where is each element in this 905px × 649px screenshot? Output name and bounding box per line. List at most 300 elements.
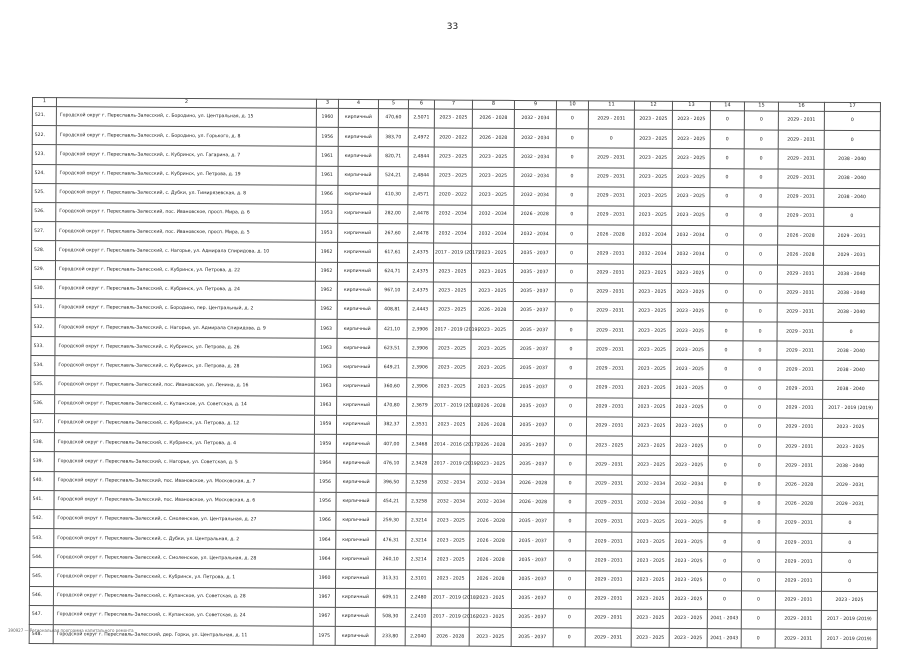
table-cell: 2029 - 2031 [776, 456, 822, 475]
table-cell: 0 [710, 187, 744, 206]
table-cell: 1960 [316, 108, 338, 127]
table-cell: 2023 - 2025 [634, 187, 672, 206]
table-cell: 2032 - 2034 [432, 493, 470, 512]
table-cell: 2,4478 [408, 205, 434, 224]
address-cell: Городской округ г. Переславль-Залесский, с. Кубринск, ул. Петрова, д. 22 [55, 260, 315, 281]
address-cell: Городской округ г. Переславль-Залесский, с. Купанское, ул. Советская, д. 24 [53, 606, 313, 627]
table-cell: 2023 - 2025 [633, 379, 671, 398]
table-cell: 0 [824, 111, 880, 131]
table-cell: 2023 - 2025 [631, 590, 669, 609]
table-cell: 2,5071 [408, 109, 434, 128]
table-cell: 2035 - 2037 [511, 608, 553, 627]
table-cell: 0 [742, 495, 776, 514]
table-cell: 0 [554, 513, 586, 532]
table-cell: 2023 - 2025 [634, 206, 672, 225]
table-cell: 2023 - 2025 [633, 321, 671, 340]
table-cell: 2023 - 2025 [433, 358, 471, 377]
table-cell: 624,71 [377, 262, 407, 281]
table-cell: 259,30 [376, 512, 406, 531]
table-cell: 2023 - 2025 [671, 398, 709, 417]
table-cell: 2026 - 2028 [470, 550, 512, 569]
address-cell: Городской округ г. Переславль-Залесский, с. Бородино, ул. Центральная, д. 15 [56, 107, 316, 128]
table-cell: 2032 - 2034 [472, 224, 514, 243]
table-cell: 2029 - 2031 [775, 629, 821, 648]
table-cell: 1963 [315, 358, 337, 377]
table-cell: кирпичный [335, 607, 375, 626]
table-cell: 2023 - 2025 [469, 627, 511, 646]
table-cell: 532. [31, 318, 55, 337]
header-cell: 9 [514, 100, 556, 109]
table-cell: 2032 - 2034 [472, 205, 514, 224]
table-cell: 1959 [314, 434, 336, 453]
table-cell: 2023 - 2025 [469, 608, 511, 627]
table-cell: 396,50 [376, 473, 406, 492]
table-cell: 525. [32, 183, 56, 202]
table-cell: 2023 - 2025 [469, 589, 511, 608]
table-cell: 2023 - 2025 [669, 571, 707, 590]
header-cell: 15 [744, 102, 778, 111]
table-cell: 2,4375 [407, 262, 433, 281]
table-cell: 407,00 [376, 435, 406, 454]
table-cell: 2023 - 2025 [433, 378, 471, 397]
address-cell: Городской округ г. Переславль-Залесский, с. Смоленское, ул. Центральная, д. 27 [54, 510, 314, 531]
table-cell: 2029 - 2031 [586, 417, 632, 436]
table-cell: 2029 - 2031 [586, 532, 632, 551]
table-cell: 2023 - 2025 [822, 438, 878, 458]
table-cell: 1963 [315, 338, 337, 357]
table-cell: 2023 - 2025 [634, 129, 672, 148]
table-cell: 2032 - 2034 [672, 226, 710, 245]
table-cell: 454,21 [376, 492, 406, 511]
table-cell: 2029 - 2031 [777, 265, 823, 284]
table-cell: 2038 - 2040 [824, 169, 880, 189]
table-cell: 1963 [315, 396, 337, 415]
table-cell: 2023 - 2025 [672, 149, 710, 168]
table-cell: 0 [707, 590, 741, 609]
table-cell: 2035 - 2037 [513, 301, 555, 320]
table-cell: 0 [556, 225, 588, 244]
table-cell: 2029 - 2031 [822, 495, 878, 515]
table-cell: 541. [30, 490, 54, 509]
table-cell: 0 [821, 572, 877, 592]
table-cell: 2023 - 2025 [632, 551, 670, 570]
table-cell: 0 [744, 226, 778, 245]
table-cell: 0 [554, 570, 586, 589]
table-cell: 1956 [314, 473, 336, 492]
address-cell: Городской округ г. Переславль-Залесский, пос. Ивановское, просп. Мира, д. 6 [56, 203, 316, 224]
footer-note: 390927 — Региональная программа капитального ремонта [8, 628, 134, 633]
table-cell: 2023 - 2025 [631, 609, 669, 628]
table-cell: 540. [30, 471, 54, 490]
table-cell: 543. [30, 529, 54, 548]
table-cell: 2023 - 2025 [471, 339, 513, 358]
table-cell: 0 [555, 263, 587, 282]
table-cell: 0 [709, 398, 743, 417]
table-cell: 2029 - 2031 [777, 303, 823, 322]
table-cell: 0 [743, 264, 777, 283]
header-cell: 1 [32, 98, 56, 107]
table-cell: 2032 - 2034 [470, 493, 512, 512]
table-cell: 2035 - 2037 [513, 282, 555, 301]
table-cell: 2026 - 2028 [514, 205, 556, 224]
address-cell: Городской округ г. Переславль-Залесский, с. Купанское, ул. Советская, д. 28 [53, 586, 313, 607]
table-cell: 383,70 [378, 128, 408, 147]
capital-repair-table [29, 97, 881, 649]
table-cell: 0 [742, 437, 776, 456]
table-cell: кирпичный [336, 473, 376, 492]
table-cell: 2023 - 2025 [470, 455, 512, 474]
table-cell: 2029 - 2031 [776, 418, 822, 437]
table-cell: 2014 - 2016 (2017) [432, 435, 470, 454]
table-cell: 2,3258 [406, 493, 432, 512]
table-cell: 0 [553, 589, 585, 608]
table-cell: 2023 - 2025 [670, 437, 708, 456]
table-cell: 2029 - 2031 [776, 552, 822, 571]
table-cell: 2026 - 2028 [512, 474, 554, 493]
table-cell: 2035 - 2037 [513, 378, 555, 397]
table-cell: 2029 - 2031 [585, 590, 631, 609]
table-cell: 2029 - 2031 [823, 246, 879, 266]
table-cell: 0 [744, 149, 778, 168]
table-cell: 2023 - 2025 [433, 262, 471, 281]
table-cell: 2026 - 2028 [470, 531, 512, 550]
table-cell: кирпичный [336, 492, 376, 511]
table-cell: 0 [709, 264, 743, 283]
table-cell: 2023 - 2025 [632, 436, 670, 455]
table-cell: 2029 - 2031 [588, 110, 634, 129]
table-cell: 0 [710, 168, 744, 187]
table-cell: 2038 - 2040 [823, 265, 879, 285]
table-cell: 260,10 [376, 550, 406, 569]
table-cell: 2023 - 2025 [472, 167, 514, 186]
table-cell: 524. [32, 164, 56, 183]
table-cell: 0 [554, 493, 586, 512]
table-cell: 2041 - 2043 [707, 610, 741, 629]
table-cell: 2,3214 [406, 531, 432, 550]
table-cell: 0 [556, 186, 588, 205]
table-cell: 0 [741, 629, 775, 648]
table-cell: 2023 - 2025 [432, 512, 470, 531]
table-cell: 2023 - 2025 [672, 168, 710, 187]
table-cell: 2029 - 2031 [778, 111, 824, 130]
header-cell: 3 [316, 99, 338, 108]
table-cell: 2023 - 2025 [822, 418, 878, 438]
address-cell: Городской округ г. Переславль-Залесский, дер. Горки, ул. Центральная, д. 11 [53, 625, 313, 646]
table-cell: 533. [31, 337, 55, 356]
table-cell: 2023 - 2025 [586, 436, 632, 455]
table-cell: 2029 - 2031 [776, 514, 822, 533]
table-cell: 0 [743, 341, 777, 360]
table-cell: 2023 - 2025 [821, 591, 877, 611]
table-cell: 2029 - 2031 [778, 130, 824, 149]
table-cell: 522. [32, 126, 56, 145]
table-cell: 0 [555, 359, 587, 378]
table-cell: 2032 - 2034 [514, 109, 556, 128]
table-cell: 2023 - 2025 [632, 456, 670, 475]
table-cell: кирпичный [337, 243, 377, 262]
table-cell: 2029 - 2031 [587, 379, 633, 398]
table-cell: 0 [553, 609, 585, 628]
address-cell: Городской округ г. Переславль-Залесский, с. Кубринск, ул. Петрова, д. 28 [55, 356, 315, 377]
table-cell: 0 [555, 302, 587, 321]
address-cell: Городской округ г. Переславль-Залесский, с. Дубки, ул. Центральная, д. 2 [54, 529, 314, 550]
table-cell: 0 [709, 322, 743, 341]
table-cell: 0 [556, 206, 588, 225]
table-cell: 534. [31, 356, 55, 375]
table-cell: 0 [742, 475, 776, 494]
table-cell: 2035 - 2037 [513, 397, 555, 416]
table-cell: 0 [555, 244, 587, 263]
table-cell: кирпичный [338, 223, 378, 242]
address-cell: Городской округ г. Переславль-Залесский, с. Кубринск, ул. Петрова, д. 4 [54, 433, 314, 454]
table-cell: 2023 - 2025 [670, 533, 708, 552]
table-cell: 0 [744, 188, 778, 207]
table-cell: 542. [30, 509, 54, 528]
table-cell: 0 [555, 321, 587, 340]
table-cell: 0 [741, 571, 775, 590]
address-cell: Городской округ г. Переславль-Залесский, пос. Ивановское, ул. Ленина, д. 16 [55, 375, 315, 396]
table-cell: 537. [30, 413, 54, 432]
table-cell: 0 [744, 111, 778, 130]
table-cell: кирпичный [338, 166, 378, 185]
table-cell: 2,3906 [407, 320, 433, 339]
address-cell: Городской округ г. Переславль-Залесский, с. Бородино, пер. Центральный, д. 2 [55, 299, 315, 320]
address-cell: Городской округ г. Переславль-Залесский, пос. Ивановское, просп. Мира, д. 5 [56, 222, 316, 243]
table-cell: 2032 - 2034 [434, 205, 472, 224]
table-cell: кирпичный [337, 319, 377, 338]
table-cell: 2035 - 2037 [511, 628, 553, 647]
table-cell: 2035 - 2037 [512, 512, 554, 531]
table-cell: кирпичный [338, 128, 378, 147]
table-cell: 2023 - 2025 [471, 378, 513, 397]
table-cell: 0 [741, 610, 775, 629]
table-cell: 0 [554, 417, 586, 436]
table-cell: 2029 - 2031 [586, 513, 632, 532]
table-cell: 0 [556, 148, 588, 167]
table-cell: 2029 - 2031 [777, 341, 823, 360]
table-cell: 0 [742, 514, 776, 533]
table-cell: 527. [32, 222, 56, 241]
table-cell: 2029 - 2031 [587, 244, 633, 263]
table-cell: 526. [32, 202, 56, 221]
table-cell: 0 [744, 168, 778, 187]
table-cell: 360,60 [377, 377, 407, 396]
table-cell: 0 [743, 245, 777, 264]
address-cell: Городской округ г. Переславль-Залесский, с. Кубринск, ул. Гагарина, д. 7 [56, 145, 316, 166]
table-cell: 2038 - 2040 [823, 284, 879, 304]
table-cell: 0 [708, 552, 742, 571]
table-cell: 382,37 [376, 416, 406, 435]
table-cell: 2023 - 2025 [633, 264, 671, 283]
table-cell: 0 [741, 591, 775, 610]
table-cell: 2038 - 2040 [824, 188, 880, 208]
table-cell: 609,11 [375, 588, 405, 607]
header-cell: 6 [408, 100, 434, 109]
table-cell: 2023 - 2025 [471, 359, 513, 378]
table-cell: 2035 - 2037 [512, 416, 554, 435]
address-cell: Городской округ г. Переславль-Залесский, с. Смоленское, ул. Центральная, д. 28 [54, 548, 314, 569]
table-cell: 0 [744, 207, 778, 226]
table-cell: 233,80 [375, 627, 405, 646]
table-cell: 535. [31, 375, 55, 394]
table-cell: кирпичный [336, 530, 376, 549]
table-cell: 0 [708, 437, 742, 456]
table-cell: 531. [31, 298, 55, 317]
table-cell: 2023 - 2025 [633, 283, 671, 302]
table-cell: 0 [822, 514, 878, 534]
table-cell: 2029 - 2031 [585, 609, 631, 628]
table-cell: 2035 - 2037 [513, 321, 555, 340]
table-cell: 2017 - 2019 (2016) [431, 608, 469, 627]
address-cell: Городской округ г. Переславль-Залесский, с. Нагорье, ул. Адмирала Спиридова, д. 9 [55, 318, 315, 339]
table-cell: 2023 - 2025 [432, 569, 470, 588]
table-cell: 1964 [314, 550, 336, 569]
table-cell: кирпичный [337, 377, 377, 396]
table-cell: кирпичный [336, 511, 376, 530]
table-cell: 2029 - 2031 [777, 360, 823, 379]
table-cell: 1953 [316, 223, 338, 242]
table-cell: 2017 - 2019 (2018) [433, 397, 471, 416]
address-cell: Городской округ г. Переславль-Залесский, с. Кубринск, ул. Петрова, д. 26 [55, 337, 315, 358]
table-cell: 2023 - 2025 [671, 283, 709, 302]
address-cell: Городской округ г. Переславль-Залесский, пос. Ивановское, ул. Московская, д. 7 [54, 471, 314, 492]
table-cell: 2029 - 2031 [777, 380, 823, 399]
table-cell: 2017 - 2019 (2019) [821, 610, 877, 630]
table-cell: 2023 - 2025 [632, 571, 670, 590]
table-cell: 508,30 [375, 607, 405, 626]
table-cell: 2023 - 2025 [670, 552, 708, 571]
table-cell: 408,81 [377, 300, 407, 319]
table-cell: 0 [555, 398, 587, 417]
table-cell: 2029 - 2031 [587, 340, 633, 359]
table-cell: 545. [30, 567, 54, 586]
table-cell: 0 [708, 475, 742, 494]
table-cell: 524,21 [378, 166, 408, 185]
table-cell: 2029 - 2031 [585, 628, 631, 647]
table-cell: 0 [743, 399, 777, 418]
table-cell: кирпичный [338, 147, 378, 166]
table-cell: 0 [708, 456, 742, 475]
table-cell: 2023 - 2025 [634, 149, 672, 168]
table-cell: 2026 - 2028 [471, 397, 513, 416]
table-cell: 2026 - 2028 [776, 495, 822, 514]
table-cell: 2038 - 2040 [823, 361, 879, 381]
table-cell: 1963 [315, 319, 337, 338]
table-cell: 2035 - 2037 [513, 340, 555, 359]
table-cell: 0 [708, 533, 742, 552]
table-cell: 2035 - 2037 [513, 359, 555, 378]
table-cell: 0 [743, 379, 777, 398]
table-cell: кирпичный [336, 415, 376, 434]
table-cell: 2023 - 2025 [633, 398, 671, 417]
table-cell: 2029 - 2031 [778, 207, 824, 226]
table-cell: 2,3906 [407, 358, 433, 377]
table-cell: 2,3679 [407, 397, 433, 416]
table-cell: 0 [708, 494, 742, 513]
table-cell: 2026 - 2028 [470, 570, 512, 589]
address-cell: Городской округ г. Переславль-Залесский, с. Кубринск, ул. Петрова, д. 19 [56, 164, 316, 185]
table-cell: 2026 - 2028 [470, 416, 512, 435]
header-cell: 2 [56, 98, 316, 109]
table-cell: 2023 - 2025 [670, 417, 708, 436]
table-cell: 2023 - 2025 [472, 186, 514, 205]
table-cell: 2029 - 2031 [586, 455, 632, 474]
table-cell: 2032 - 2034 [514, 225, 556, 244]
table-cell: 2023 - 2025 [472, 148, 514, 167]
table-cell: 2032 - 2034 [470, 474, 512, 493]
table-cell: 0 [710, 149, 744, 168]
table-cell: 0 [709, 245, 743, 264]
table-cell: 2020 - 2022 [434, 186, 472, 205]
table-cell: 2023 - 2025 [669, 590, 707, 609]
table-cell: кирпичный [337, 358, 377, 377]
table-cell: 2,3531 [406, 416, 432, 435]
table-cell: 1967 [313, 588, 335, 607]
table-cell: 2023 - 2025 [433, 301, 471, 320]
table-cell: 2023 - 2025 [432, 531, 470, 550]
table-cell: 623,51 [377, 339, 407, 358]
table-cell: 2026 - 2028 [778, 226, 824, 245]
table-cell: 2026 - 2028 [472, 128, 514, 147]
table-cell: 0 [824, 207, 880, 227]
table-cell: 530. [31, 279, 55, 298]
address-cell: Городской округ г. Переславль-Залесский, с. Кубринск, ул. Петрова, д. 1 [54, 567, 314, 588]
address-cell: Городской округ г. Переславль-Залесский, с. Дубки, ул. Тимирязевская, д. 8 [56, 183, 316, 204]
table-cell: 2,3258 [406, 473, 432, 492]
table-cell: 1964 [314, 530, 336, 549]
table-cell: 2026 - 2028 [588, 225, 634, 244]
table-cell: 2029 - 2031 [824, 226, 880, 246]
table-cell: кирпичный [337, 262, 377, 281]
table-cell: 2023 - 2025 [671, 264, 709, 283]
table-cell: 2023 - 2025 [672, 187, 710, 206]
table-cell: 2,4443 [407, 301, 433, 320]
table-cell: 2032 - 2034 [514, 148, 556, 167]
table-cell: 2023 - 2025 [671, 360, 709, 379]
table-cell: 2,4844 [408, 147, 434, 166]
table-cell: 2023 - 2025 [634, 110, 672, 129]
table-cell: 2023 - 2025 [434, 167, 472, 186]
address-cell: Городской округ г. Переславль-Залесский, с. Нагорье, ул. Адмирала Спиридова, д. 10 [56, 241, 316, 262]
table-cell: кирпичный [335, 588, 375, 607]
table-cell: кирпичный [337, 339, 377, 358]
table-cell: 0 [554, 551, 586, 570]
table-cell: кирпичный [336, 454, 376, 473]
table-cell: 2023 - 2025 [471, 320, 513, 339]
table-cell: кирпичный [337, 300, 377, 319]
table-cell: 0 [554, 474, 586, 493]
table-cell: 2029 - 2031 [777, 399, 823, 418]
table-cell: 1966 [316, 185, 338, 204]
table-cell: кирпичный [337, 396, 377, 415]
table-cell: 2023 - 2025 [672, 206, 710, 225]
table-cell: 2017 - 2019 (2019) [432, 454, 470, 473]
table-cell: 2029 - 2031 [586, 494, 632, 513]
table-cell: 2023 - 2025 [670, 513, 708, 532]
table-cell: 2035 - 2037 [513, 263, 555, 282]
table-cell: 2029 - 2031 [778, 188, 824, 207]
table-cell: 523. [32, 145, 56, 164]
table-cell: 2,3468 [406, 435, 432, 454]
table-cell: 2032 - 2034 [632, 475, 670, 494]
table-cell: 2029 - 2031 [776, 437, 822, 456]
table-cell: 421,10 [377, 320, 407, 339]
table-cell: кирпичный [338, 108, 378, 127]
table-cell: 2032 - 2034 [634, 225, 672, 244]
table-cell: 0 [743, 303, 777, 322]
table-cell: 0 [708, 514, 742, 533]
table-cell: 2023 - 2025 [632, 513, 670, 532]
